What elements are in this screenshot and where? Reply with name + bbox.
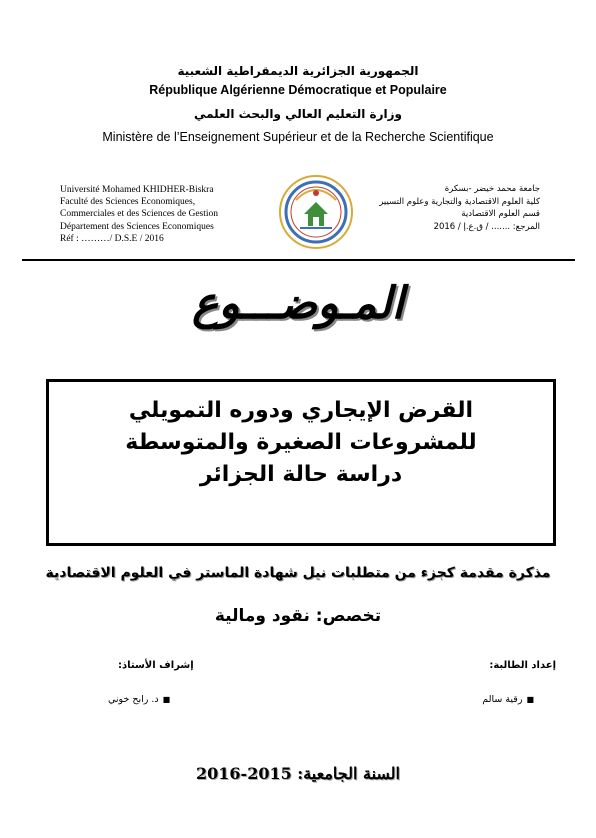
- university-block-ar: [350, 183, 540, 233]
- republic-name-ar: الجمهورية الجزائرية الديمقراطية الشعبية: [177, 64, 419, 78]
- university-name-ar: جامعة محمد خيضر -بسكرة: [444, 184, 540, 194]
- reference-fr: Réf : ………/ D.S.E / 2016: [60, 233, 164, 244]
- bullet-icon: ■: [526, 695, 534, 704]
- ministry-name-ar: وزارة التعليم العالي والبحث العلمي: [193, 107, 403, 121]
- faculty-name-fr-cont: Commerciales et des Sciences de Gestion: [60, 209, 219, 220]
- supervisor-name: [108, 694, 174, 705]
- prepared-by-label: إعداد الطالبة:: [489, 660, 556, 671]
- university-logo: [278, 174, 354, 250]
- university-name-fr: Université Mohamed KHIDHER-Biskra: [60, 185, 214, 195]
- department-name-ar: قسم العلوم الاقتصادية: [461, 209, 540, 219]
- reference-ar: المرجع: ....... / ق.ع.إ / 2016: [433, 221, 540, 232]
- specialty: تخصص: نقود ومالية: [214, 606, 382, 626]
- memo-description: مذكرة مقدمة كجزء من متطلبات نيل شهادة الماستر في العلوم الاقتصادية: [45, 565, 551, 581]
- academic-year: السنة الجامعية: 2015-2016: [196, 764, 400, 783]
- thesis-title-box: [46, 379, 556, 546]
- ministry-name-fr: Ministère de l’Enseignement Supérieur et de la Recherche Scientifique: [102, 130, 494, 144]
- thesis-title-line-2: للمشروعات الصغيرة والمتوسطة: [125, 430, 477, 455]
- faculty-name-fr: Faculté des Sciences Economiques,: [60, 197, 196, 208]
- thesis-title-line-1: القرض الإيجاري ودوره التمويلي: [128, 398, 474, 423]
- bullet-icon: ■: [162, 695, 171, 704]
- republic-name-fr: République Algérienne Démocratique et Populaire: [149, 83, 447, 97]
- student-name-text: رقية سالم: [482, 694, 523, 705]
- thesis-title-line-3: دراسة حالة الجزائر: [199, 462, 403, 487]
- student-name: [482, 694, 538, 705]
- university-block-fr: [60, 184, 218, 245]
- subject-heading: المـوضـــوع: [192, 278, 404, 329]
- supervisor-name-text: د. رابح خوني: [108, 694, 159, 705]
- supervisor-label: إشراف الأستاذ:: [118, 660, 194, 671]
- header-divider: [22, 259, 575, 261]
- faculty-name-ar: كلية العلوم الاقتصادية والتجارية وعلوم التسيير: [379, 196, 540, 207]
- department-name-fr: Département des Sciences Economiques: [60, 221, 214, 232]
